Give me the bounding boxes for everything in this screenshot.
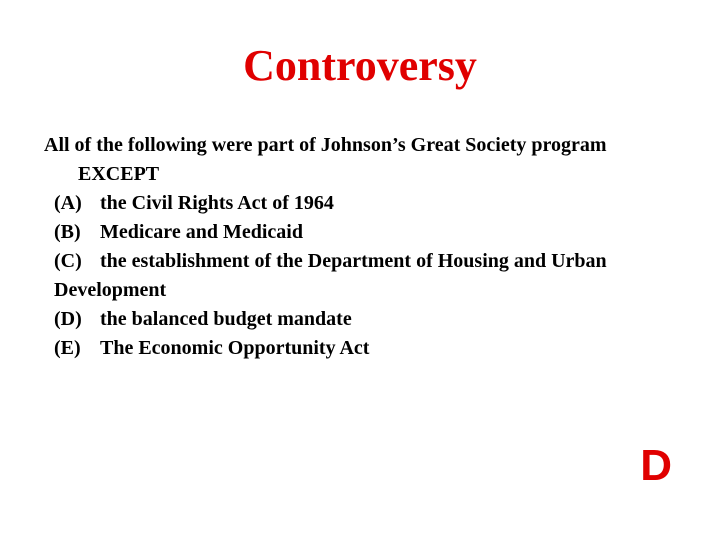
option-a bbox=[54, 189, 684, 218]
option-letter: (A) bbox=[54, 192, 82, 214]
option-text: the Civil Rights Act of 1964 bbox=[100, 192, 334, 214]
option-letter: (D) bbox=[54, 308, 82, 330]
question-stem: All of the following were part of Johnson’s Great Society program EXCEPT bbox=[44, 134, 607, 185]
option-b bbox=[54, 218, 684, 247]
option-letter: (B) bbox=[54, 221, 81, 243]
option-e bbox=[54, 334, 684, 363]
answer-reveal: D bbox=[640, 441, 672, 490]
option-text: Medicare and Medicaid bbox=[100, 221, 303, 243]
slide-title: Controversy bbox=[243, 41, 477, 90]
option-letter: (C) bbox=[54, 250, 82, 272]
question-block bbox=[44, 131, 684, 363]
answer-options-list bbox=[44, 189, 684, 363]
option-text: the balanced budget mandate bbox=[100, 308, 352, 330]
option-text: the establishment of the Department of Housing and Urban Development bbox=[54, 250, 607, 301]
option-text: The Economic Opportunity Act bbox=[100, 337, 370, 359]
option-d bbox=[54, 305, 684, 334]
option-c bbox=[54, 247, 684, 305]
option-letter: (E) bbox=[54, 337, 81, 359]
